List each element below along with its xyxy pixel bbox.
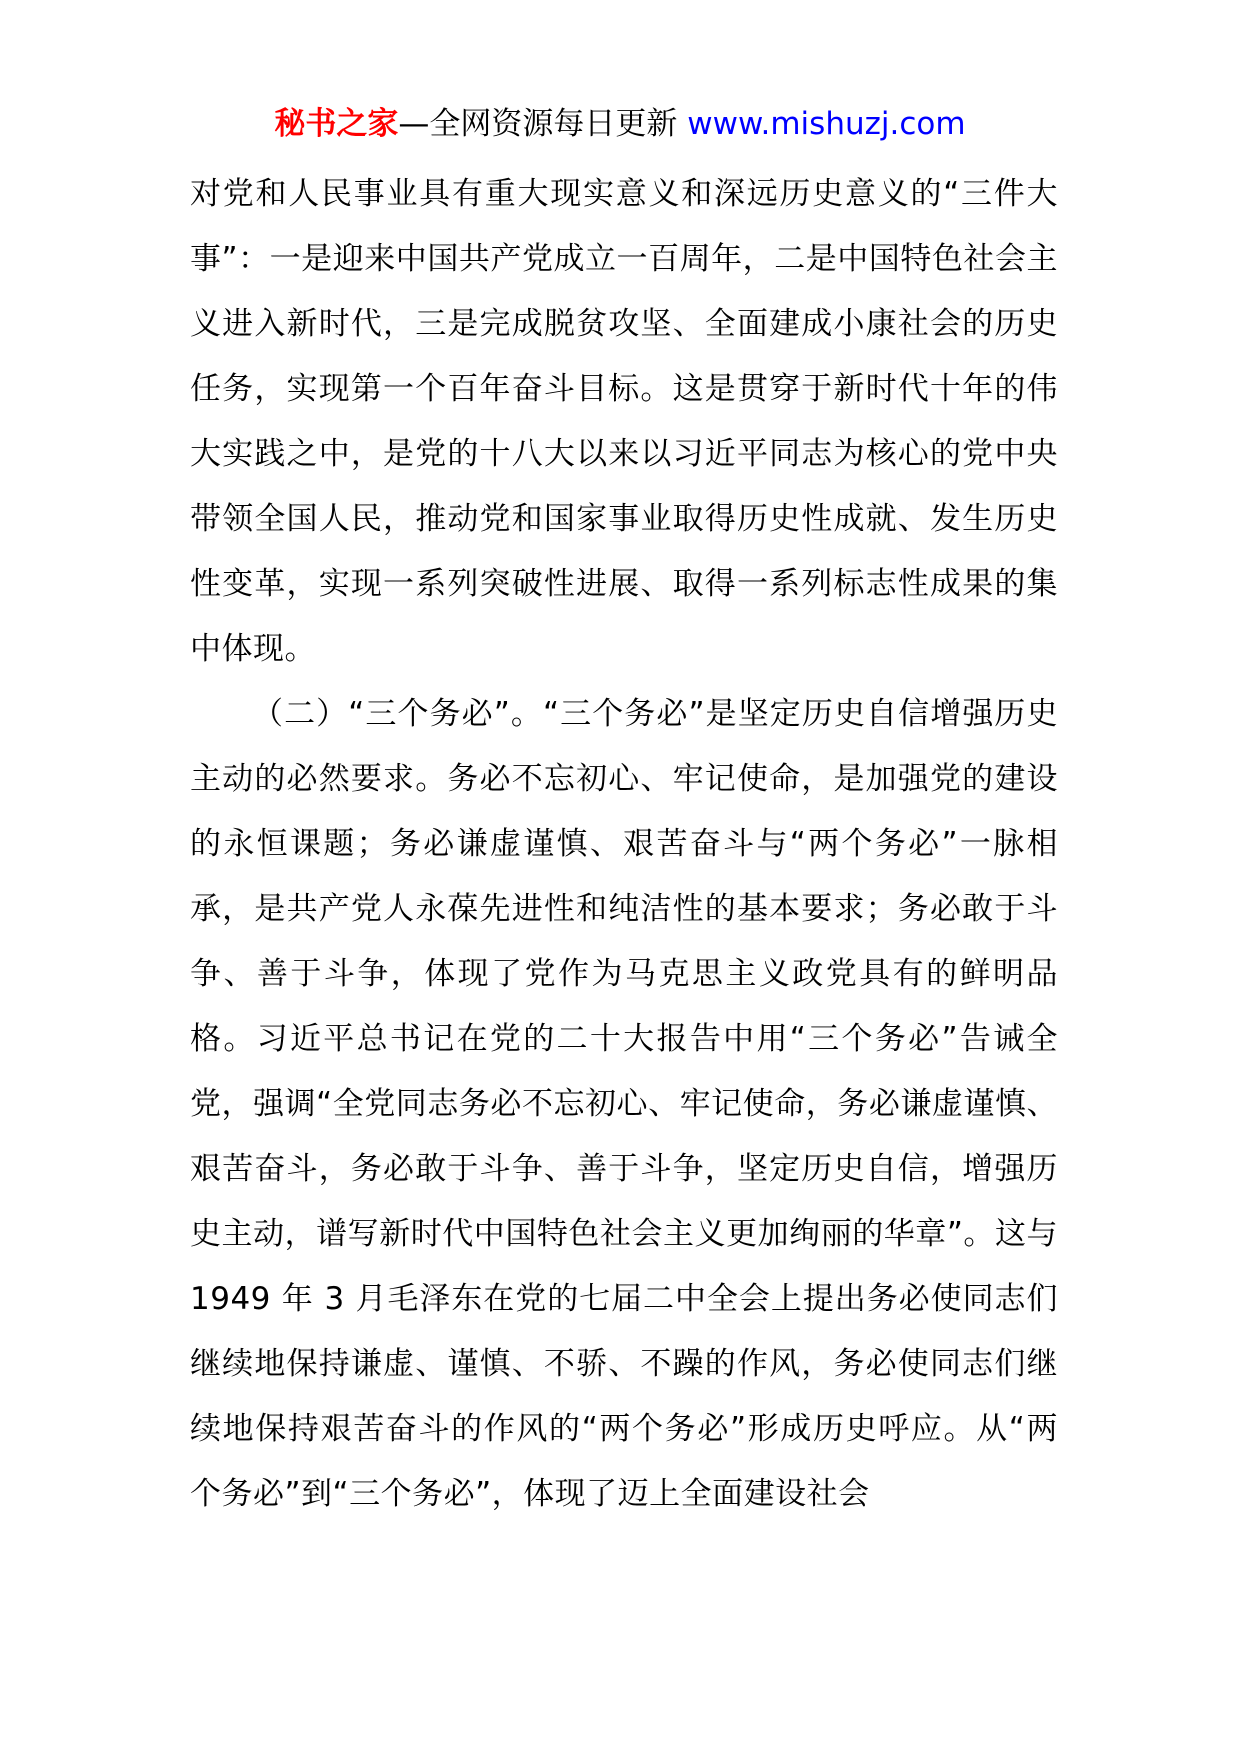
site-header — [0, 102, 1240, 146]
paragraph-continued: 对党和人民事业具有重大现实意义和深远历史意义的“三件大事”：一是迎来中国共产党成立一百周年，二是中国特色社会主义进入新时代，三是完成脱贫攻坚、全面建成小康社会的历史任务，实现第一个百年奋斗目标。这是贯穿于新时代十年的伟大实践之中，是党的十八大以来以习近平同志为核心的党中央带领全国人民，推动党和国家事业取得历史性成就、发生历史性变革，实现一系列突破性进展、取得一系列标志性成果的集中体现。 — [190, 176, 1058, 667]
site-brand: 秘书之家 — [274, 106, 399, 142]
site-url-link[interactable]: www.mishuzj.com — [687, 106, 966, 142]
paragraph-three-musts: （二）“三个务必”。“三个务必”是坚定历史自信增强历史主动的必然要求。务必不忘初心、牢记使命，是加强党的建设的永恒课题；务必谦虚谨慎、艰苦奋斗与“两个务必”一脉相承，是共产党人永葆先进性和纯洁性的基本要求；务必敢于斗争、善于斗争，体现了党作为马克思主义政党具有的鲜明品格。习近平总书记在党的二十大报告中用“三个务必”告诫全党，强调“全党同志务必不忘初心、牢记使命，务必谦虚谨慎、艰苦奋斗，务必敢于斗争、善于斗争，坚定历史自信，增强历史主动，谱写新时代中国特色社会主义更加绚丽的华章”。这与 1949 年 3 月毛泽东在党的七届二中全会上提出务必使同志们继续地保持谦虚、谨慎、不骄、不躁的作风，务必使同志们继续地保持艰苦奋斗的作风的“两个务必”形成历史呼应。从“两个务必”到“三个务必”，体现了迈上全面建设社会 — [190, 696, 1058, 1512]
document-body — [190, 162, 1058, 1527]
site-tagline: —全网资源每日更新 — [398, 106, 688, 142]
